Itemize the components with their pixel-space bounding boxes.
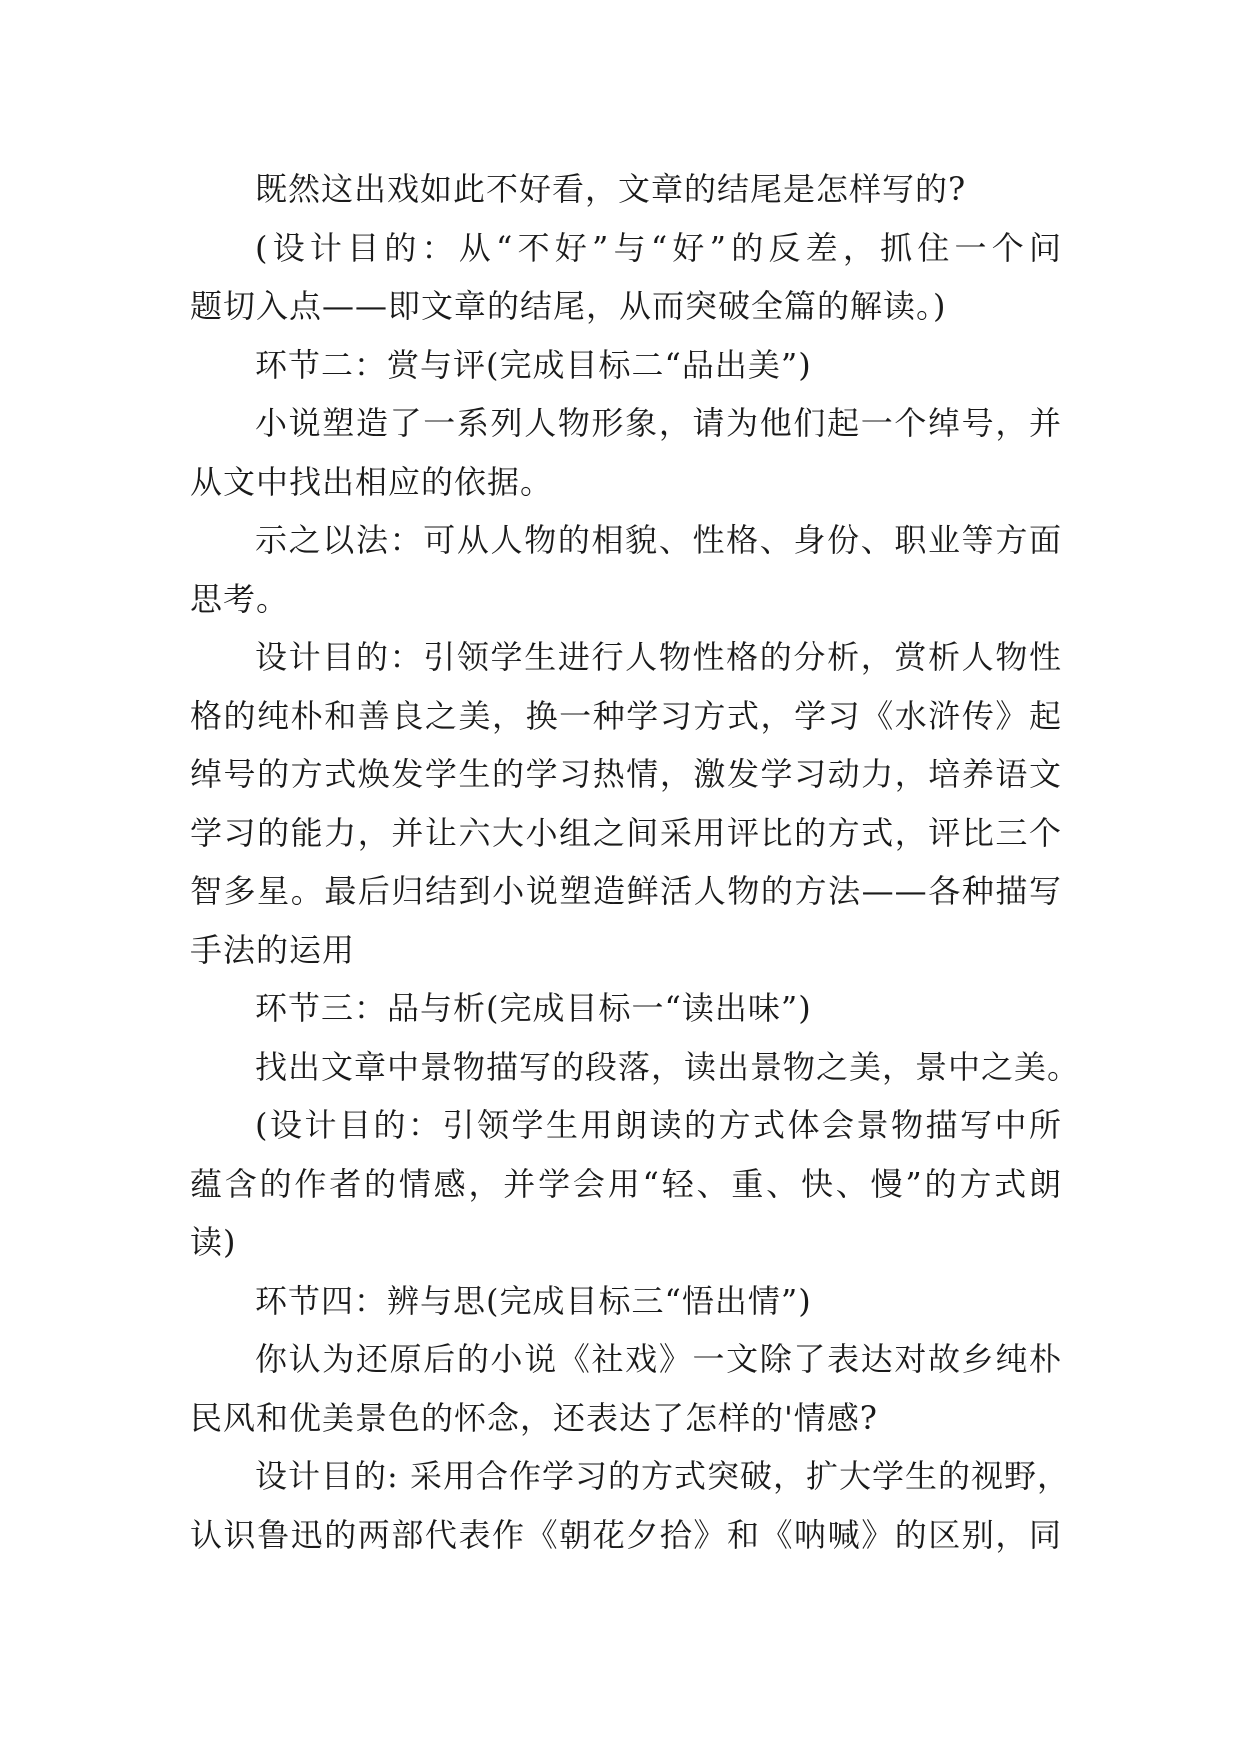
text-line: 你认为还原后的小说《社戏》一文除了表达对故乡纯朴 [255, 1340, 1062, 1378]
text-line: 思考。 [190, 579, 290, 618]
text-line: 格的纯朴和善良之美，换一种学习方式，学习《水浒传》起 [190, 696, 1062, 735]
text-line: 手法的运用 [190, 930, 356, 969]
text-line: 民风和优美景色的怀念，还表达了怎样的'情感? [190, 1398, 878, 1437]
text-line: 找出文章中景物描写的段落，读出景物之美，景中之美。 [255, 1047, 1081, 1086]
text-line: 设计目的: 采用合作学习的方式突破，扩大学生的视野， [255, 1457, 1070, 1495]
text-line: 示之以法：可从人物的相貌、性格、身份、职业等方面 [255, 521, 1062, 559]
section-heading: 环节四：辨与思(完成目标三“悟出情”) [255, 1281, 812, 1320]
text-line: 蕴含的作者的情感，并学会用“轻、重、快、慢”的方式朗 [190, 1164, 1062, 1203]
text-line: (设计目的：从“不好”与“好”的反差，抓住一个问 [255, 228, 1062, 267]
text-line: 智多星。最后归结到小说塑造鲜活人物的方法——各种描写 [190, 872, 1062, 910]
text-line: 设计目的：引领学生进行人物性格的分析，赏析人物性 [255, 638, 1062, 676]
text-line: 学习的能力，并让六大小组之间采用评比的方式，评比三个 [190, 813, 1062, 852]
text-line: 小说塑造了一系列人物形象，请为他们起一个绰号，并 [255, 404, 1062, 442]
text-line: 从文中找出相应的依据。 [190, 462, 554, 501]
text-line: 既然这出戏如此不好看，文章的结尾是怎样写的? [255, 170, 967, 208]
text-line: 读) [190, 1223, 237, 1261]
section-heading: 环节三：品与析(完成目标一“读出味”) [255, 989, 812, 1027]
section-heading: 环节二：赏与评(完成目标二“品出美”) [255, 345, 812, 384]
text-line: 绰号的方式焕发学生的学习热情，激发学习动力，培养语文 [190, 755, 1062, 793]
document-page [190, 160, 1081, 1564]
text-line: 认识鲁迅的两部代表作《朝花夕拾》和《呐喊》的区别，同 [190, 1515, 1062, 1554]
text-line: (设计目的：引领学生用朗读的方式体会景物描写中所 [255, 1106, 1062, 1144]
text-line: 题切入点——即文章的结尾，从而突破全篇的解读。) [190, 287, 947, 325]
